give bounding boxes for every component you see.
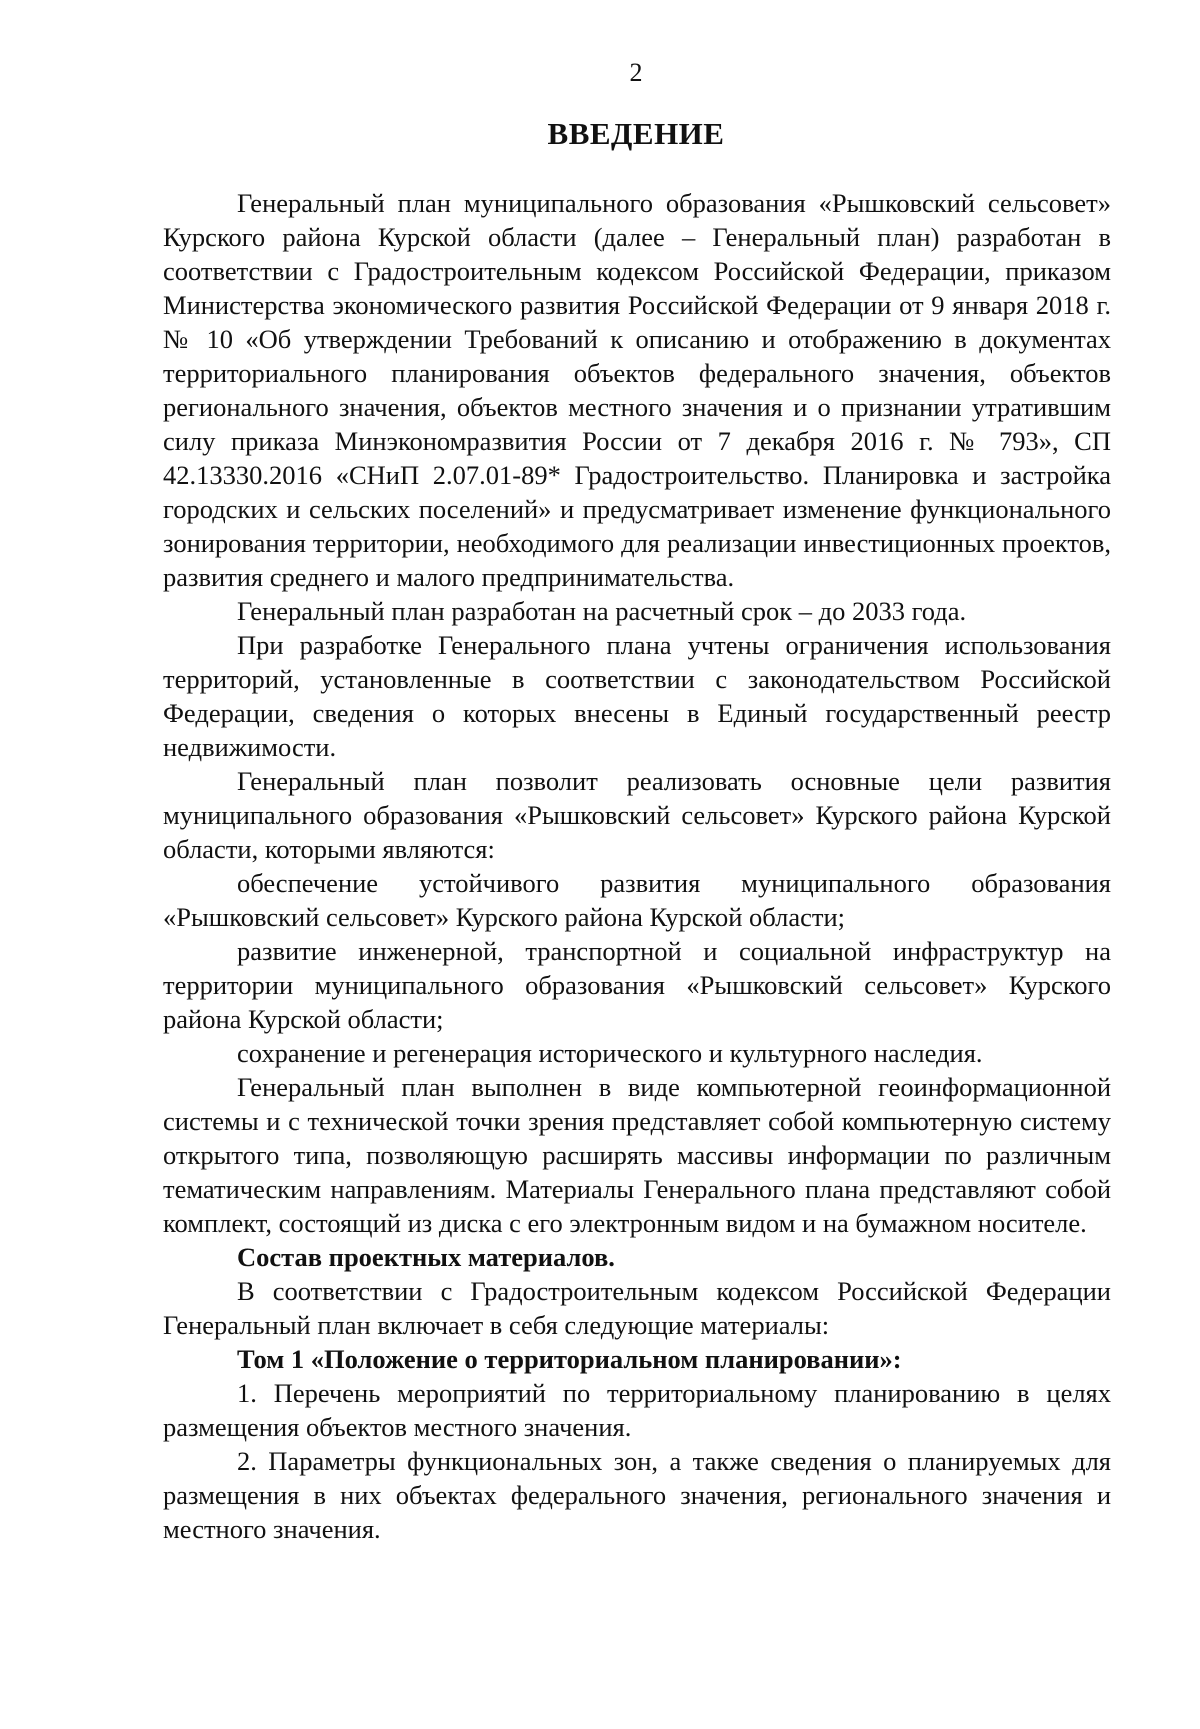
paragraph-restrictions: При разработке Генерального плана учтены ограничения использования территорий, установленные в соответствии с законодательством Российской Федерации, сведения о которых внесены в Единый государственный реестр недвижимости. [163,630,1111,762]
paragraph-term: Генеральный план разработан на расчетный срок – до 2033 года. [237,596,967,626]
document-body [163,186,1111,1546]
paragraph-goal-3: сохранение и регенерация исторического и культурного наследия. [237,1038,983,1068]
heading-volume-1: Том 1 «Положение о территориальном планировании»: [237,1344,902,1374]
paragraph-goal-2: развитие инженерной, транспортной и социальной инфраструктур на территории муниципального образования «Рышковский сельсовет» Курского района Курской области; [163,936,1111,1034]
page-number: 2 [629,58,643,87]
paragraph-gis: Генеральный план выполнен в виде компьютерной геоинформационной системы и с технической точки зрения представляет собой компьютерную систему открытого типа, позволяющую расширять массивы информации по различным тематическим направлениям. Материалы Генерального плана представляют собой комплект, состоящий из диска с его электронным видом и на бумажном носителе. [163,1072,1111,1238]
paragraph-materials: В соответствии с Градостроительным кодексом Российской Федерации Генеральный план включает в себя следующие материалы: [163,1276,1111,1340]
paragraph-goal-1: обеспечение устойчивого развития муниципального образования «Рышковский сельсовет» Курского района Курской области; [163,868,1111,932]
list-item-2: 2. Параметры функциональных зон, а также сведения о планируемых для размещения в них объектах федерального значения, регионального значения и местного значения. [163,1446,1111,1544]
paragraph-intro: Генеральный план муниципального образования «Рышковский сельсовет» Курского района Курской области (далее – Генеральный план) разработан в соответствии с Градостроительным кодексом Российской Федерации, приказом Министерства экономического развития Российской Федерации от 9 января 2018 г. № 10 «Об утверждении Требований к описанию и отображению в документах территориального планирования объектов федерального значения, объектов регионального значения, объектов местного значения и о признании утратившим силу приказа Минэкономразвития России от 7 декабря 2016 г. № 793», СП 42.13330.2016 «СНиП 2.07.01-89* Градостроительство. Планировка и застройка городских и сельских поселений» и предусматривает изменение функционального зонирования территории, необходимого для реализации инвестиционных проектов, развития среднего и малого предпринимательства. [163,188,1111,592]
list-item-1: 1. Перечень мероприятий по территориальному планированию в целях размещения объектов местного значения. [163,1378,1111,1442]
paragraph-goals: Генеральный план позволит реализовать основные цели развития муниципального образования «Рышковский сельсовет» Курского района Курской области, которыми являются: [163,766,1111,864]
heading-materials: Состав проектных материалов. [237,1242,615,1272]
page-title: ВВЕДЕНИЕ [547,116,725,151]
